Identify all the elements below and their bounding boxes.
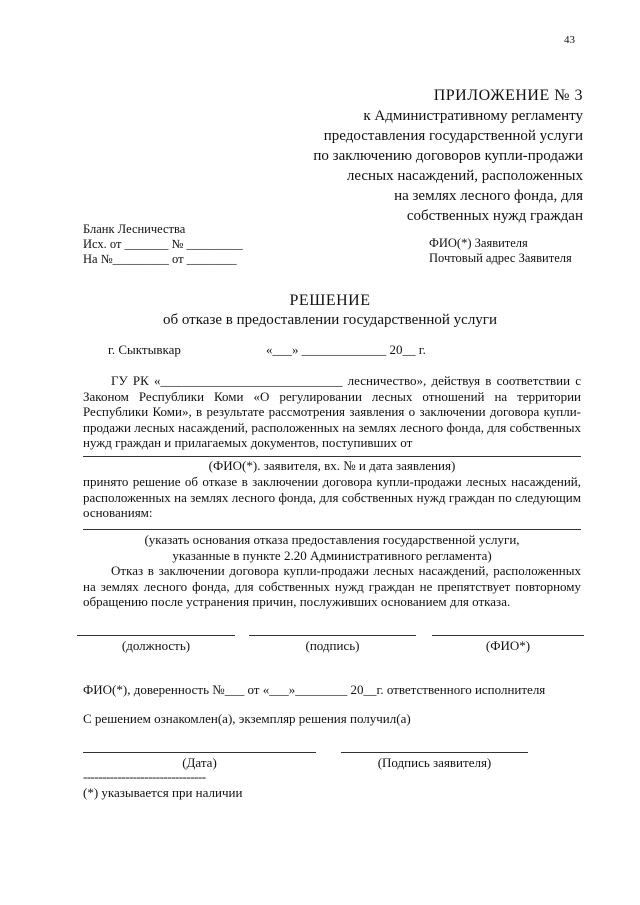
position-caption: (должность) [121,638,191,653]
appendix-title: ПРИЛОЖЕНИЕ № 3 [433,87,583,104]
forestry-header [83,222,243,267]
paragraph-refusal: Отказ в заключении договора купли-продажи лесных насаждений, расположенных на землях лесного фонда, для собственных нужд граждан не препятствует повторному обращению после устранения причин, послуживших основанием для отказа. [83,563,581,609]
city: г. Сыктывкар [108,342,181,357]
responsible-executor: ФИО(*), доверенность №___ от «___»________ 20__г. ответственного исполнителя [83,682,546,697]
date-line [83,752,316,753]
name-line [432,635,584,636]
decision-date: «___» _____________ 20__ г. [266,342,426,357]
appendix-line: к Административному регламенту [363,108,583,124]
decision-subtitle: об отказе в предоставлении государственной услуги [162,312,497,328]
applicant-header [429,236,572,266]
appendix-line: предоставления государственной услуги [323,128,583,144]
applicant-caption: (ФИО(*). заявителя, вх. № и дата заявления) [208,458,456,473]
paragraph-decision: принято решение об отказе в заключении договора купли-продажи лесных насаждений, расположенных на землях лесного фонда, для собственных нужд граждан по следующим основаниям: [83,474,581,520]
reason-line [83,529,581,530]
appendix-line: по заключению договоров купли-продажи [313,148,583,164]
outgoing-reference: Исх. от _______ № _________ [83,237,243,251]
date-caption: (Дата) [182,755,217,770]
appendix-line: лесных насаждений, расположенных [346,168,583,184]
forestry-blank-label: Бланк Лесничества [83,222,186,236]
decision-title: РЕШЕНИЕ [289,292,371,309]
applicant-signature-line [341,752,528,753]
applicant-line [83,456,581,457]
appendix-line: собственных нужд граждан [406,208,583,224]
footnote-separator: -------------------------------- [83,769,206,784]
reason-caption-1: (указать основания отказа предоставления государственной услуги, [144,532,520,547]
acknowledgement: С решением ознакомлен(а), экземпляр решения получил(а) [83,711,411,726]
applicant-signature-caption: (Подпись заявителя) [377,755,492,770]
signature-caption: (подпись) [305,638,360,653]
appendix-block [313,86,583,226]
incoming-reference: На №_________ от ________ [83,252,237,266]
page-number: 43 [564,34,575,46]
paragraph-intro: ГУ РК «____________________________ лесничество», действуя в соответствии с Законом Республики Коми «О регулировании лесных отношений на территории Республики Коми», в результате рассмотрения заявления о заключении договора купли-продажи лесных насаждений, расположенных на землях лесного фонда, для собственных нужд граждан и прилагаемых документов, поступивших от [83,373,581,450]
name-caption: (ФИО*) [485,638,531,653]
footnote-text: (*) указывается при наличии [83,785,243,800]
position-line [77,635,235,636]
applicant-address-label: Почтовый адрес Заявителя [429,251,572,265]
applicant-name-label: ФИО(*) Заявителя [429,236,528,250]
reason-caption-2: указанные в пункте 2.20 Административного регламента) [172,548,492,563]
appendix-line: на землях лесного фонда, для [394,188,583,204]
signature-line [249,635,416,636]
